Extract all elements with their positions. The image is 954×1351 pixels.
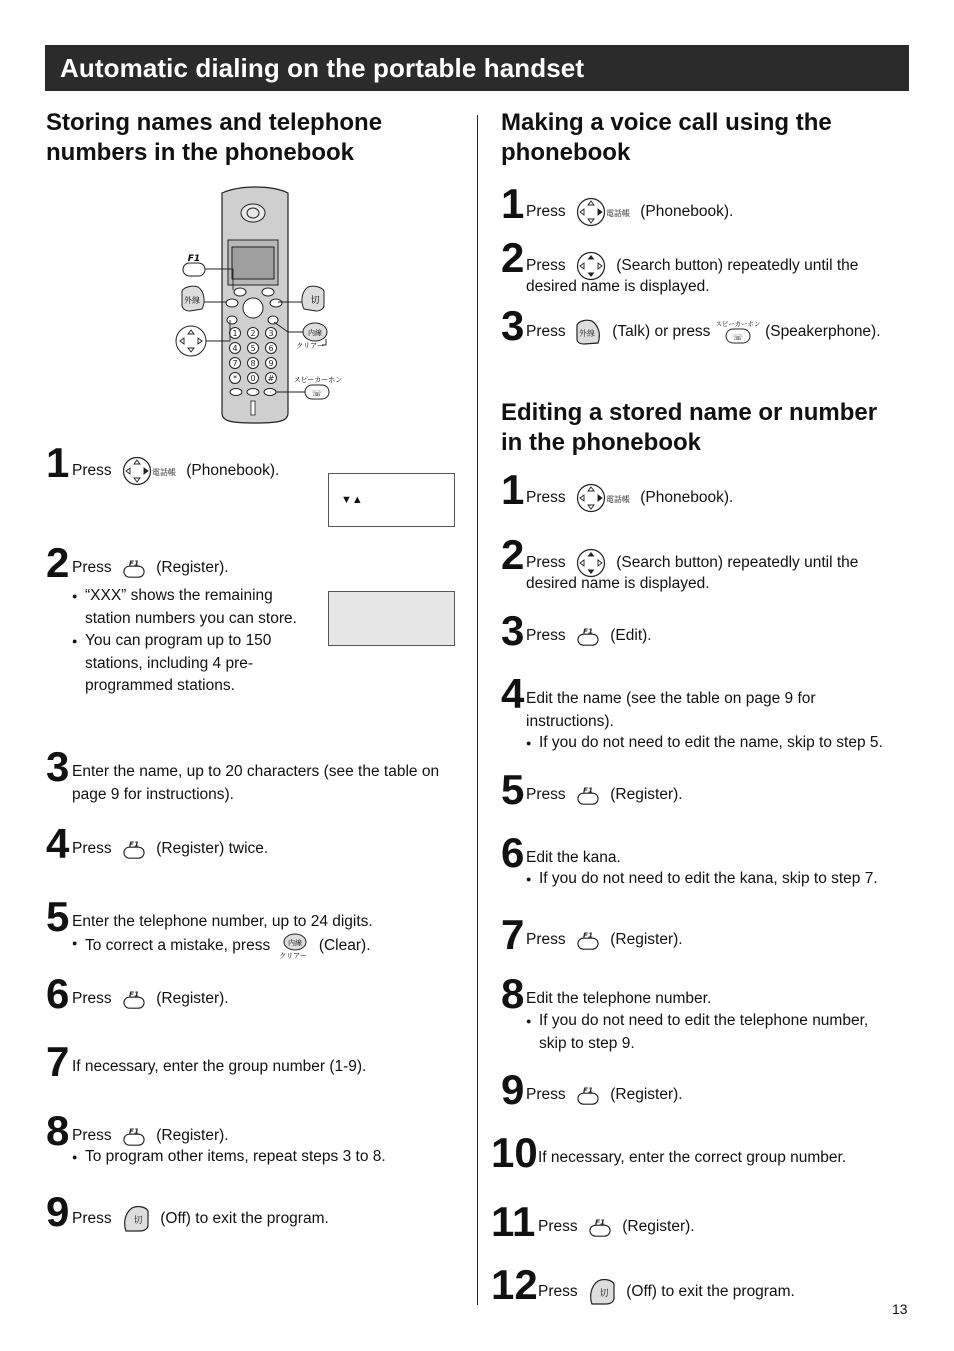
clear-button-icon: [278, 932, 309, 960]
heading-editing: [501, 398, 877, 458]
phonebook-icon: [576, 483, 630, 513]
page-title: Automatic dialing on the portable handset: [60, 53, 585, 83]
heading-line: phonebook: [501, 139, 631, 166]
f1-button-icon: [576, 784, 600, 806]
svg-text:2: 2: [250, 329, 256, 338]
svg-text:外線: 外線: [184, 296, 200, 305]
f1-button-icon: [122, 1125, 146, 1147]
svg-text:切: 切: [310, 296, 320, 306]
f1-button-icon: [588, 1216, 612, 1238]
phonebook-icon: [122, 456, 176, 486]
lcd-display-phonebook: [328, 473, 455, 527]
svg-text:9: 9: [268, 359, 274, 368]
banner: [45, 45, 909, 91]
svg-text:☏: ☏: [732, 333, 743, 342]
svg-text:3: 3: [268, 329, 274, 338]
heading-line: in the phonebook: [501, 429, 701, 456]
heading-line: Making a voice call using the: [501, 109, 832, 136]
heading-storing: [46, 108, 382, 168]
svg-text:電話帳: 電話帳: [151, 468, 176, 477]
svg-text:クリアー: クリアー: [296, 342, 324, 350]
f1-button-icon: [576, 625, 600, 647]
svg-text:内線: 内線: [308, 329, 322, 337]
svg-text:スピーカーホン: スピーカーホン: [715, 320, 761, 328]
bullet-item: ● If you do not need to edit the kana, skip to step 7.: [526, 868, 878, 891]
column-divider: [477, 115, 478, 1305]
page-number: 13: [892, 1301, 908, 1317]
bullet-item: ● You can program up to 150 stations, including 4 pre-programmed stations.: [72, 630, 302, 698]
svg-text:電話帳: 電話帳: [605, 495, 630, 504]
svg-text:0: 0: [250, 374, 256, 383]
heading-line: Storing names and telephone: [46, 109, 383, 136]
svg-text:*: *: [233, 374, 237, 383]
svg-text:1: 1: [232, 329, 238, 338]
svg-text:クリアー: クリアー: [278, 952, 307, 960]
lcd-display-register: [328, 591, 455, 646]
f1-button-icon: [576, 1084, 600, 1106]
svg-text:#: #: [267, 374, 275, 383]
talk-button-icon: [576, 319, 602, 345]
bullet-item: ● “XXX” shows the remaining station numbers you can store.: [72, 585, 302, 630]
svg-text:電話帳: 電話帳: [605, 209, 630, 218]
phonebook-icon: [576, 197, 630, 227]
svg-text:5: 5: [250, 344, 256, 353]
svg-text:スピーカーホン: スピーカーホン: [293, 376, 343, 384]
off-button-icon: [588, 1278, 616, 1306]
svg-text:内線: 内線: [287, 939, 302, 947]
f1-button-icon: [122, 838, 146, 860]
svg-text:8: 8: [250, 359, 256, 368]
svg-text:4: 4: [232, 344, 238, 353]
handset-illustration: [170, 185, 345, 425]
f1-button-icon: [122, 988, 146, 1010]
svg-text:7: 7: [232, 359, 238, 368]
speakerphone-icon: [715, 319, 761, 345]
scroll-arrows-icon: ▼▲: [341, 494, 363, 506]
bullet-item: ● To correct a mistake, press 内線 クリアー (Clear).: [72, 932, 371, 960]
bullet-item: ● If you do not need to edit the name, skip to step 5.: [526, 732, 883, 755]
bullet-item: ● If you do not need to edit the telephone number, skip to step 9.: [526, 1010, 886, 1055]
bullet-item: ● To program other items, repeat steps 3 to 8.: [72, 1146, 386, 1169]
off-button-icon: [122, 1205, 150, 1233]
f1-button-icon: [576, 929, 600, 951]
heading-voice-call: [501, 108, 832, 168]
svg-text:☏: ☏: [311, 389, 323, 398]
f1-button-icon: [122, 557, 146, 579]
svg-text:F1: F1: [187, 254, 201, 264]
svg-text:6: 6: [268, 344, 274, 353]
heading-line: Editing a stored name or number: [501, 399, 878, 426]
heading-line: numbers in the phonebook: [46, 139, 355, 166]
